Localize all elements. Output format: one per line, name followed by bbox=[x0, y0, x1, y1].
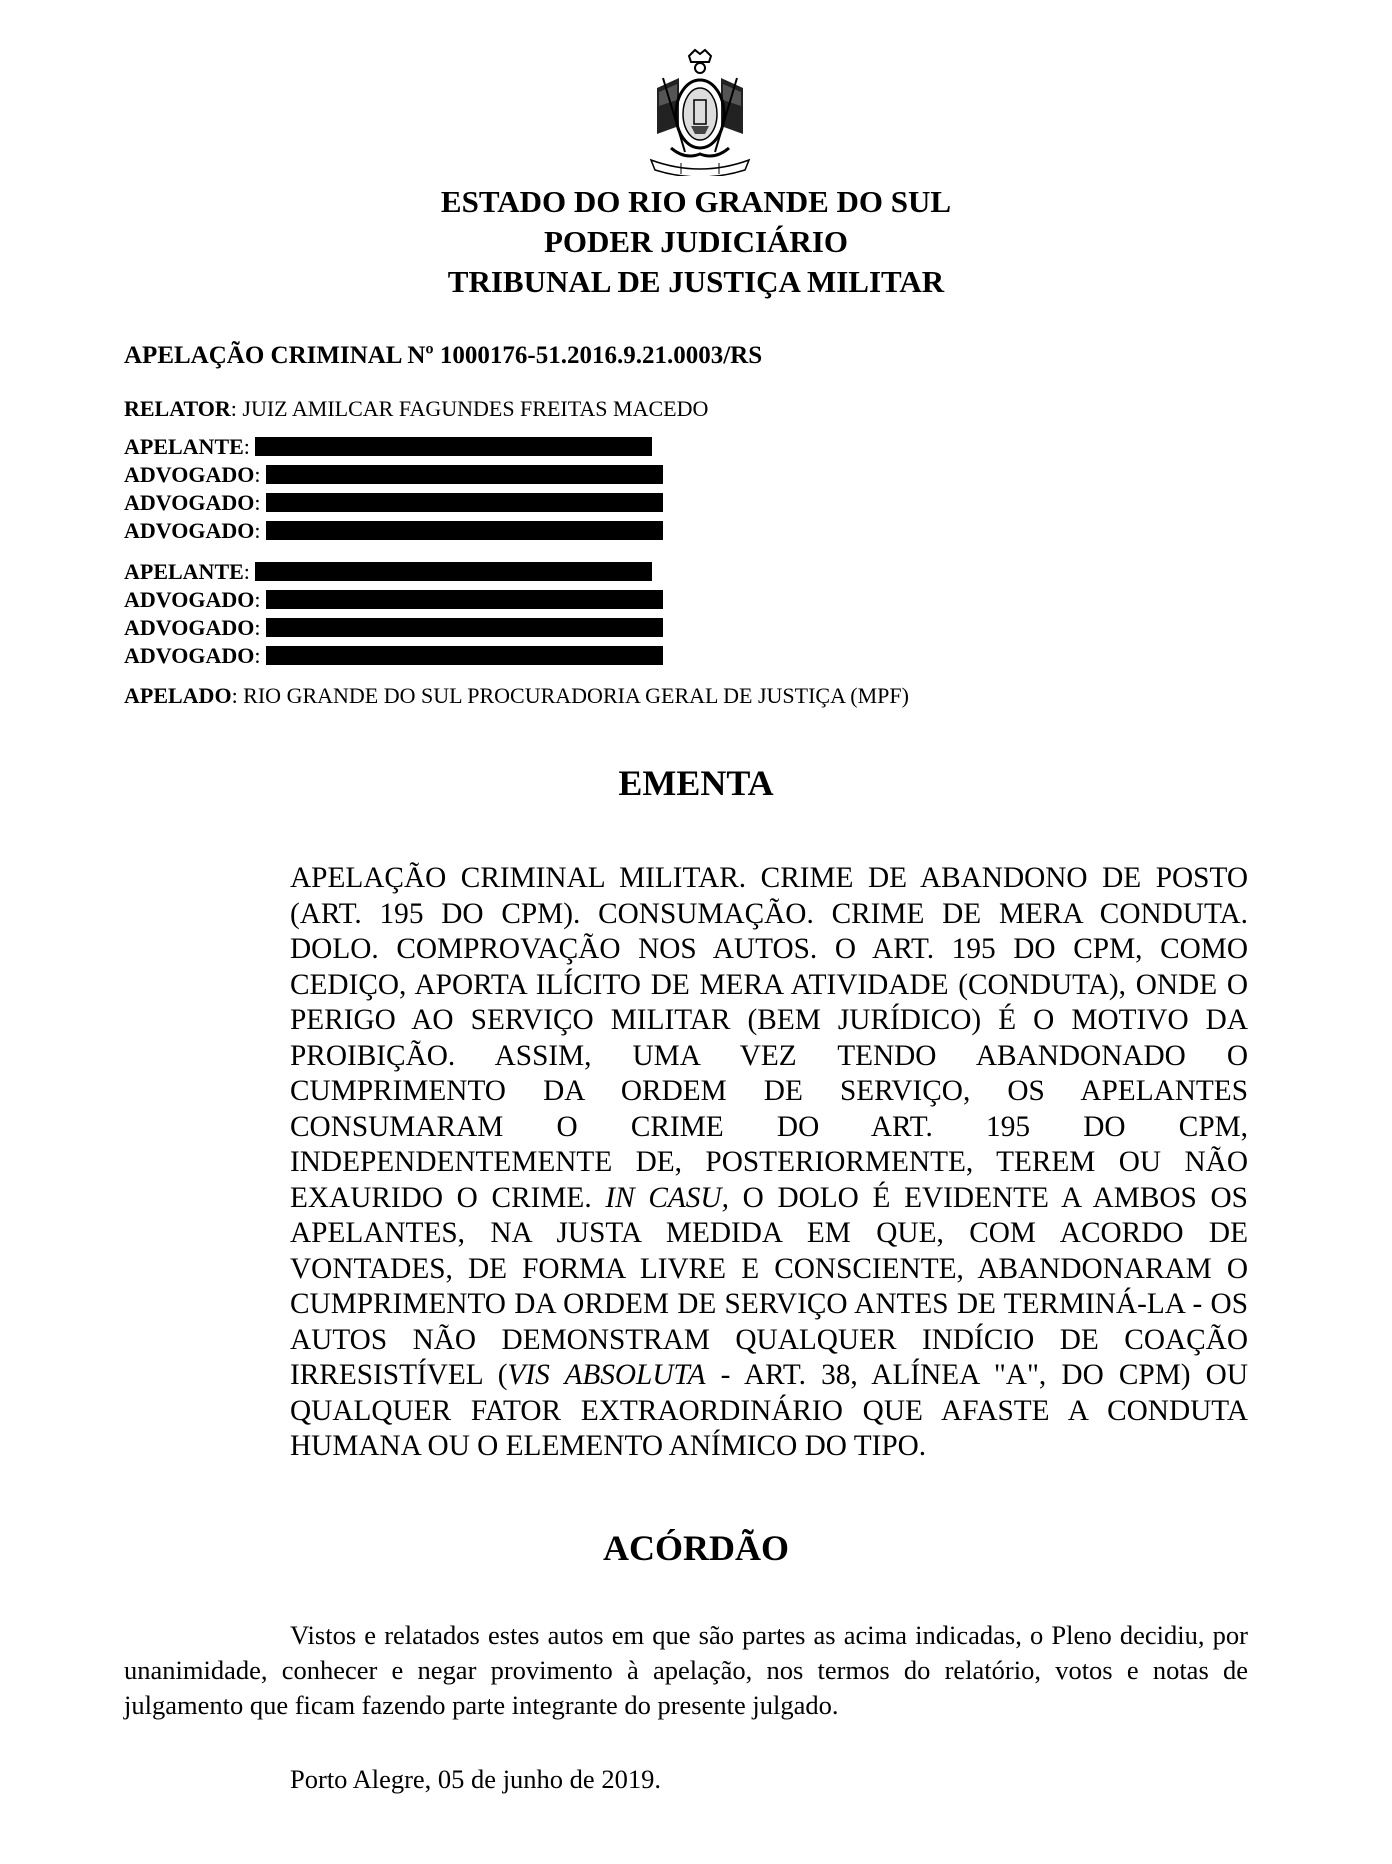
redaction-bar bbox=[255, 562, 652, 581]
ementa-italic: VIS ABSOLUTA bbox=[507, 1359, 706, 1391]
party-sep: : bbox=[254, 518, 261, 543]
party-label: APELANTE bbox=[124, 434, 244, 459]
relator-line bbox=[124, 395, 708, 423]
acordao-text: Vistos e relatados estes autos em que são partes as acima indicadas, o Pleno decidiu, por unanimidade, conhecer e negar provimento à apelação, nos termos do relatório, votos e notas de julgamento que ficam fazendo parte integrante do presente julgado. bbox=[124, 1620, 1248, 1720]
ementa-text bbox=[290, 861, 1248, 1465]
header-tribunal: TRIBUNAL DE JUSTIÇA MILITAR bbox=[447, 264, 945, 299]
relator-label: RELATOR bbox=[124, 396, 231, 421]
party-line bbox=[124, 586, 663, 614]
party-line bbox=[124, 489, 663, 517]
ementa-text-part: APELAÇÃO CRIMINAL MILITAR. CRIME DE ABANDONO DE POSTO (ART. 195 DO CPM). CONSUMAÇÃO. CRIME DE MERA CONDUTA. DOLO. COMPROVAÇÃO NOS AUTOS. O ART. 195 DO CPM, COMO CEDIÇO, APORTA ILÍCITO DE MERA ATIVIDADE (CONDUTA), ONDE O PERIGO AO SERVIÇO MILITAR (BEM JURÍDICO) É O MOTIVO DA PROIBIÇÃO. ASSIM, UMA VEZ TENDO ABANDONADO O CUMPRIMENTO DA ORDEM DE SERVIÇO, OS APELANTES CONSUMARAM O CRIME DO ART. 195 DO CPM, INDEPENDENTEMENTE DE, POSTERIORMENTE, TEREM OU NÃO EXAURIDO O CRIME. bbox=[290, 862, 1248, 1214]
relator-value: : JUIZ AMILCAR FAGUNDES FREITAS MACEDO bbox=[230, 396, 709, 421]
ementa-text-part: O DOLO É EVIDENTE A AMBOS OS APELANTES, NA JUSTA MEDIDA EM QUE, COM ACORDO DE VONTADES, DE FORMA LIVRE E CONSCIENTE, ABANDONARAM O CUMPRIMENTO DA ORDEM DE SERVIÇO ANTES DE TERMINÁ-LA - OS AUTOS NÃO DEMONSTRAM QUALQUER INDÍCIO DE COAÇÃO IRRESISTÍVEL ( bbox=[290, 1181, 1248, 1391]
apelado-line bbox=[124, 682, 909, 710]
party-sep: : bbox=[254, 462, 261, 487]
party-sep: : bbox=[243, 559, 250, 584]
party-line bbox=[124, 642, 663, 670]
redaction-bar bbox=[266, 465, 663, 484]
ementa-title: EMENTA bbox=[618, 763, 774, 803]
redaction-bar bbox=[266, 618, 663, 637]
party-label: ADVOGADO bbox=[124, 518, 255, 543]
header-power: PODER JUDICIÁRIO bbox=[544, 224, 848, 259]
party-sep: : bbox=[254, 643, 261, 668]
party-label: ADVOGADO bbox=[124, 615, 255, 640]
redaction-bar bbox=[266, 646, 663, 665]
party-label: ADVOGADO bbox=[124, 587, 255, 612]
process-number: APELAÇÃO CRIMINAL Nº 1000176-51.2016.9.21.0003/RS bbox=[124, 342, 763, 369]
apelado-value: : RIO GRANDE DO SUL PROCURADORIA GERAL DE JUSTIÇA (MPF) bbox=[231, 683, 909, 708]
party-line bbox=[124, 614, 663, 642]
place-date: Porto Alegre, 05 de junho de 2019. bbox=[290, 1764, 661, 1794]
party-sep: : bbox=[254, 587, 261, 612]
party-line bbox=[124, 433, 652, 461]
party-line bbox=[124, 461, 663, 489]
party-sep: : bbox=[254, 615, 261, 640]
party-label: APELANTE bbox=[124, 559, 244, 584]
redaction-bar bbox=[266, 493, 663, 512]
coat-of-arms-icon bbox=[645, 48, 755, 176]
party-sep: : bbox=[243, 434, 250, 459]
apelado-label: APELADO bbox=[124, 683, 232, 708]
redaction-bar bbox=[255, 437, 652, 456]
redaction-bar bbox=[266, 590, 663, 609]
ementa-italic: IN CASU, bbox=[605, 1181, 729, 1214]
party-label: ADVOGADO bbox=[124, 643, 255, 668]
acordao-title: ACÓRDÃO bbox=[603, 1528, 789, 1568]
party-line bbox=[124, 517, 663, 545]
party-label: ADVOGADO bbox=[124, 490, 255, 515]
redaction-bar bbox=[266, 521, 663, 540]
party-label: ADVOGADO bbox=[124, 462, 255, 487]
ementa-text-part: - ART. 38, ALÍNEA "A", DO CPM) OU QUALQUER FATOR EXTRAORDINÁRIO QUE AFASTE A CONDUTA HUMANA OU O ELEMENTO ANÍMICO DO TIPO. bbox=[290, 1359, 1248, 1462]
header-state: ESTADO DO RIO GRANDE DO SUL bbox=[440, 184, 952, 219]
party-sep: : bbox=[254, 490, 261, 515]
party-line bbox=[124, 558, 652, 586]
